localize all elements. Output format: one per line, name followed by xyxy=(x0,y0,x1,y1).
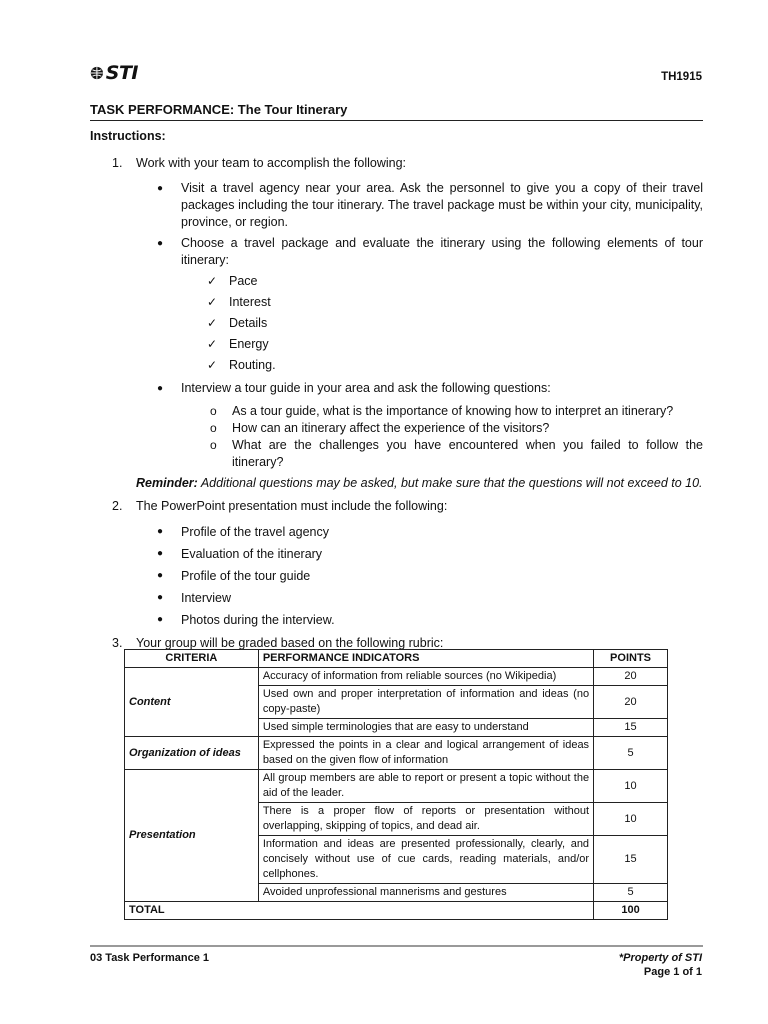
checkmark-icon: ✓ xyxy=(207,295,218,309)
logo-text: STI xyxy=(105,62,138,84)
bullet-text: Profile of the tour guide xyxy=(181,569,311,583)
instruction-item-1 xyxy=(90,155,703,172)
bullet-text: Visit a travel agency near your area. Ask the personnel to give you a copy of their travel packages including the tour itinerary. The travel package must be within your city, municipality, province, or region. xyxy=(181,181,703,229)
bullet-item xyxy=(90,543,703,565)
points-cell: 5 xyxy=(594,737,668,770)
globe-icon xyxy=(90,66,104,80)
bullet-item xyxy=(90,587,703,609)
checkmark-icon: ✓ xyxy=(207,316,218,330)
indicator-cell: Information and ideas are presented professionally, clearly, and concisely without use of cue cards, reading materials, and/or cellphones. xyxy=(258,836,593,884)
criteria-organization: Organization of ideas xyxy=(125,737,259,770)
item-text: Your group will be graded based on the following rubric: xyxy=(136,636,444,650)
points-cell: 5 xyxy=(594,884,668,902)
indicator-cell: Avoided unprofessional mannerisms and gestures xyxy=(258,884,593,902)
circle-bullet-icon: o xyxy=(210,421,217,435)
rubric-table xyxy=(124,649,668,920)
table-row xyxy=(125,737,668,770)
property-note: *Property of STI xyxy=(618,952,702,964)
points-header: POINTS xyxy=(594,650,668,668)
checkmark-icon: ✓ xyxy=(207,337,218,351)
reminder-text: Additional questions may be asked, but make sure that the questions will not exceed to 10. xyxy=(197,476,703,490)
checkmark-icon: ✓ xyxy=(207,358,218,372)
bullet-icon: ● xyxy=(157,548,164,559)
item-number: 2. xyxy=(112,499,123,513)
bullet-icon: ● xyxy=(157,614,164,625)
total-label: TOTAL xyxy=(125,902,594,920)
points-cell: 20 xyxy=(594,686,668,719)
points-cell: 15 xyxy=(594,719,668,737)
question-item xyxy=(90,420,703,437)
bullet-text: Evaluation of the itinerary xyxy=(181,547,323,561)
table-row xyxy=(125,770,668,803)
check-text: Details xyxy=(229,316,268,330)
bullet-text: Choose a travel package and evaluate the itinerary using the following elements of tour itinerary: xyxy=(181,236,703,267)
bullet-icon: ● xyxy=(157,570,164,581)
bullet-item xyxy=(90,521,703,543)
bullet-text: Profile of the travel agency xyxy=(181,525,329,539)
indicator-cell: Used simple terminologies that are easy to understand xyxy=(258,719,593,737)
question-text: As a tour guide, what is the importance of knowing how to interpret an itinerary? xyxy=(232,404,674,418)
criteria-presentation: Presentation xyxy=(125,770,259,902)
page-number: Page 1 of 1 xyxy=(643,966,702,978)
indicator-cell: There is a proper flow of reports or presentation without overlapping, skipping of topics, and dead air. xyxy=(258,803,593,836)
footer-module: 03 Task Performance 1 xyxy=(90,952,210,964)
instructions-heading: Instructions: xyxy=(90,129,166,143)
circle-bullet-icon: o xyxy=(210,404,217,418)
bullet-item xyxy=(90,380,703,397)
points-cell: 10 xyxy=(594,803,668,836)
reminder-label: Reminder: xyxy=(136,476,198,490)
item-number: 1. xyxy=(112,156,123,170)
bullet-icon: ● xyxy=(157,592,164,603)
points-cell: 20 xyxy=(594,668,668,686)
question-text: What are the challenges you have encountered when you failed to follow the itinerary? xyxy=(232,438,703,469)
check-item xyxy=(90,334,703,355)
criteria-header: CRITERIA xyxy=(125,650,259,668)
circle-bullet-icon: o xyxy=(210,438,217,452)
page-title: TASK PERFORMANCE: The Tour Itinerary xyxy=(90,102,348,117)
criteria-content: Content xyxy=(125,668,259,737)
total-row xyxy=(125,902,668,920)
footer-divider xyxy=(90,945,703,947)
item-number: 3. xyxy=(112,636,123,650)
title-row xyxy=(90,101,703,121)
bullet-item xyxy=(90,180,703,231)
indicator-cell: All group members are able to report or present a topic without the aid of the leader. xyxy=(258,770,593,803)
indicator-cell: Expressed the points in a clear and logical arrangement of ideas based on the given flow of information xyxy=(258,737,593,770)
bullet-text: Photos during the interview. xyxy=(181,613,335,627)
check-item xyxy=(90,313,703,334)
sti-logo xyxy=(90,62,138,84)
check-item xyxy=(90,271,703,292)
check-text: Routing. xyxy=(229,358,276,372)
bullet-item xyxy=(90,609,703,631)
points-cell: 15 xyxy=(594,836,668,884)
points-cell: 10 xyxy=(594,770,668,803)
bullet-text: Interview xyxy=(181,591,232,605)
instructions-section xyxy=(90,126,703,652)
check-item xyxy=(90,355,703,376)
document-code: TH1915 xyxy=(661,71,702,83)
instruction-item-2 xyxy=(90,498,703,515)
check-text: Interest xyxy=(229,295,271,309)
question-item xyxy=(90,403,703,420)
bullet-icon: ● xyxy=(157,238,164,249)
bullet-icon: ● xyxy=(157,183,164,194)
indicator-cell: Used own and proper interpretation of information and ideas (no copy-paste) xyxy=(258,686,593,719)
bullet-icon: ● xyxy=(157,383,164,394)
checkmark-icon: ✓ xyxy=(207,274,218,288)
item-text: The PowerPoint presentation must include the following: xyxy=(136,499,448,513)
indicators-header: PERFORMANCE INDICATORS xyxy=(258,650,593,668)
footer-right xyxy=(619,951,702,979)
bullet-item xyxy=(90,565,703,587)
table-row xyxy=(125,668,668,686)
question-text: How can an itinerary affect the experience of the visitors? xyxy=(232,421,550,435)
bullet-text: Interview a tour guide in your area and ask the following questions: xyxy=(181,381,551,395)
rubric-header-row xyxy=(125,650,668,668)
bullet-item xyxy=(90,235,703,269)
item-text: Work with your team to accomplish the following: xyxy=(136,156,407,170)
check-item xyxy=(90,292,703,313)
question-item xyxy=(90,437,703,471)
check-text: Pace xyxy=(229,274,258,288)
bullet-icon: ● xyxy=(157,526,164,537)
total-points: 100 xyxy=(594,902,668,920)
indicator-cell: Accuracy of information from reliable sources (no Wikipedia) xyxy=(258,668,593,686)
check-text: Energy xyxy=(229,337,269,351)
reminder-note xyxy=(90,475,703,492)
